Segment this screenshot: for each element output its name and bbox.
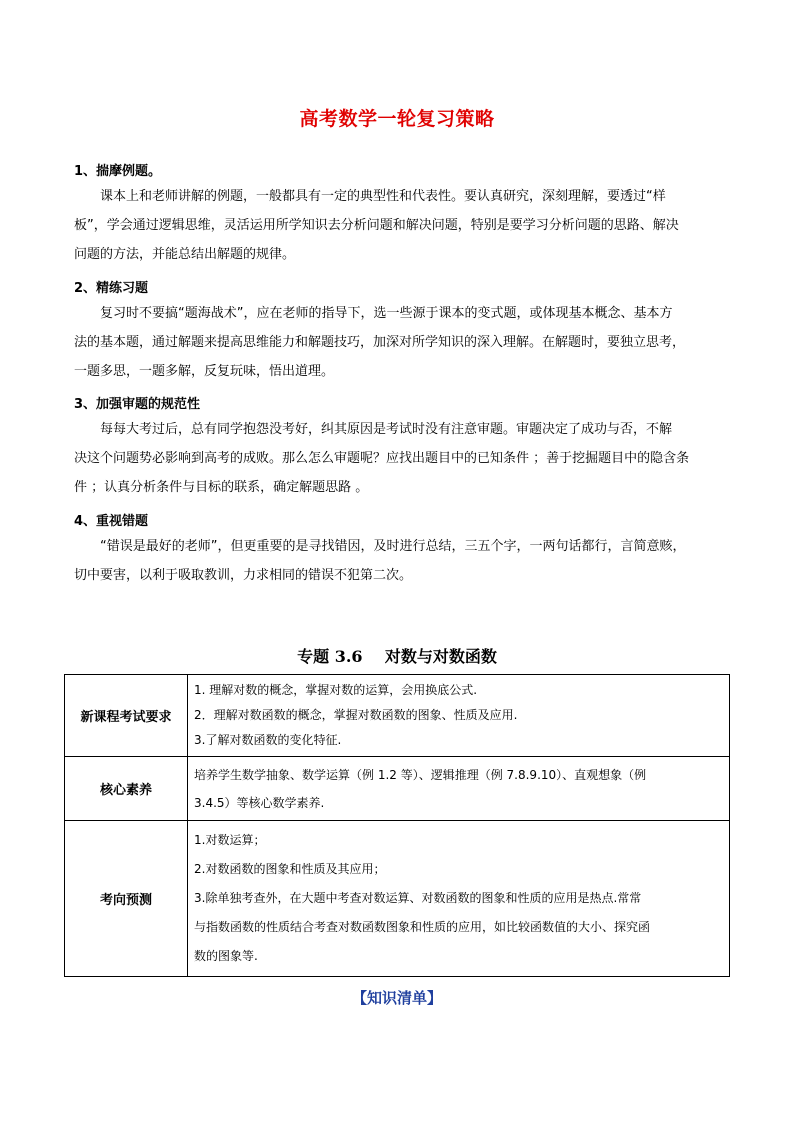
section-1-heading: 1、揣摩例题。 <box>74 164 162 179</box>
content-line: 2．理解对数函数的概念，掌握对数函数的图象、性质及应用. <box>194 708 518 722</box>
paragraph-line: 课本上和老师讲解的例题，一般都具有一定的典型性和代表性。要认真研究，深刻理解，要透过“样 <box>100 189 666 204</box>
section-2-heading: 2、精练习题 <box>74 281 149 296</box>
content-line: 2.对数函数的图象和性质及其应用； <box>194 862 386 876</box>
section-3-heading: 3、加强审题的规范性 <box>74 397 201 412</box>
section-2-paragraph <box>74 299 726 386</box>
knowledge-list-title: 【知识清单】 <box>351 989 442 1007</box>
content-line: 3.除单独考查外，在大题中考查对数运算、对数函数的图象和性质的应用是热点.常常 <box>194 891 642 905</box>
content-line: 与指数函数的性质结合考查对数函数图象和性质的应用，如比较函数值的大小、探究函 <box>194 920 651 934</box>
content-line: 1.对数运算； <box>194 833 266 847</box>
row-content <box>188 757 730 821</box>
paragraph-line: 问题的方法，并能总结出解题的规律。 <box>74 247 296 262</box>
section-1-paragraph <box>74 182 726 269</box>
content-line: 1. 理解对数的概念，掌握对数的运算，会用换底公式. <box>194 683 478 697</box>
page-title: 高考数学一轮复习策略 <box>299 108 495 130</box>
table-row <box>65 675 730 757</box>
row-content <box>188 821 730 977</box>
table-row <box>65 821 730 977</box>
paragraph-line: 板”，学会通过逻辑思维，灵活运用所学知识去分析问题和解决问题，特别是要学习分析问题的思路、解决 <box>74 218 679 233</box>
row-content <box>188 675 730 757</box>
paragraph-line: 复习时不要搞“题海战术”，应在老师的指导下，选一些源于课本的变式题，或体现基本概念、基本方 <box>100 306 673 321</box>
row-label: 核心素养 <box>65 757 188 821</box>
paragraph-line: 件 ；认真分析条件与目标的联系，确定解题思路 。 <box>74 480 369 495</box>
paragraph-line: 一题多思，一题多解，反复玩味，悟出道理。 <box>74 364 335 379</box>
paragraph-line: 每每大考过后，总有同学抱怨没考好，纠其原因是考试时没有注意审题。审题决定了成功与否，不解 <box>100 422 673 437</box>
row-label: 新课程考试要求 <box>65 675 188 757</box>
paragraph-line: 决这个问题势必影响到高考的成败。那么怎么审题呢？应找出题目中的已知条件 ；善于挖掘题目中的隐含条 <box>74 451 690 466</box>
section-4-heading: 4、重视错题 <box>74 514 149 529</box>
content-line: 3.4.5）等核心数学素养. <box>194 795 325 810</box>
content-line: 3.了解对数函数的变化特征. <box>194 733 342 747</box>
paragraph-line: 法的基本题，通过解题来提高思维能力和解题技巧，加深对所学知识的深入理解。在解题时，要独立思考， <box>74 335 686 350</box>
content-line: 培养学生数学抽象、数学运算（例 1.2 等）、逻辑推理（例 7.8.9.10）、直观想象（例 <box>194 767 647 782</box>
content-line: 数的图象等. <box>194 949 258 963</box>
table-row <box>65 757 730 821</box>
exam-requirements-table <box>64 674 730 977</box>
row-label: 考向预测 <box>65 821 188 977</box>
topic-title: 专题 3.6 对数与对数函数 <box>297 647 497 666</box>
paragraph-line: 切中要害，以利于吸取教训，力求相同的错误不犯第二次。 <box>74 568 413 583</box>
paragraph-line: “错误是最好的老师”，但更重要的是寻找错因，及时进行总结，三五个字，一两句话都行，言简意赅， <box>100 539 686 554</box>
section-3-paragraph <box>74 415 726 502</box>
section-4-paragraph <box>74 532 726 590</box>
